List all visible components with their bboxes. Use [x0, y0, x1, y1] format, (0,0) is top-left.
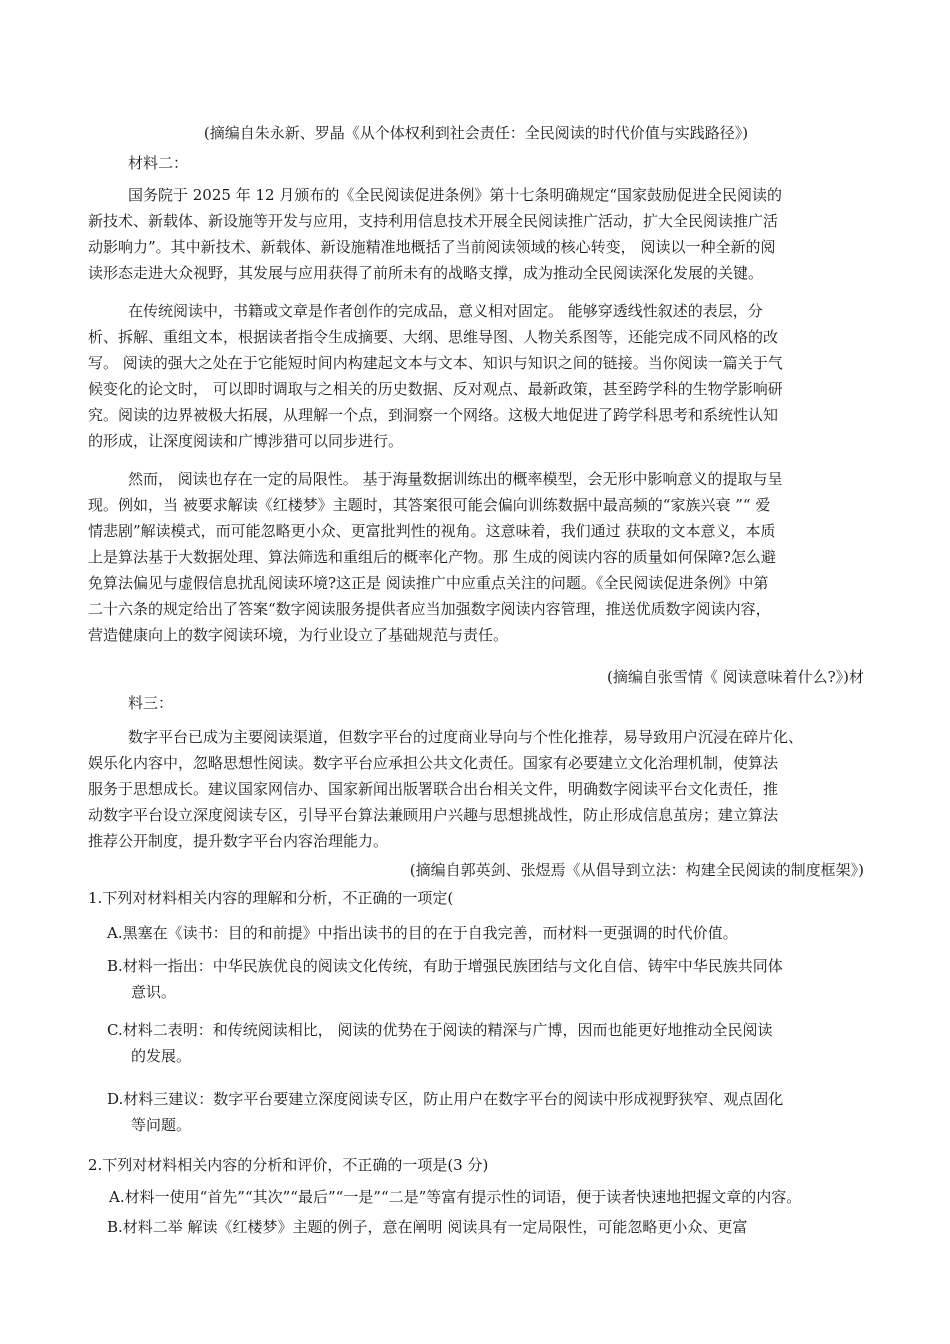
text-line: 写。 阅读的强大之处在于它能短时间内构建起文本与文本、知识与知识之间的链接。当你阅读一篇关于气 — [88, 354, 783, 372]
source-citation-2: (摘编自张雪情《 阅读意味着什么?》)材 — [606, 668, 864, 686]
text-line: 究。阅读的边界被极大拓展，从理解一个点，到洞察一个网络。这极大地促进了跨学科思考和系统性认知 — [88, 406, 779, 424]
source-citation-1: (摘编自朱永新、罗晶《从个体权利到社会责任：全民阅读的时代价值与实践路径》) — [203, 124, 749, 142]
material-3-label: 料三： — [128, 694, 174, 712]
q1-option-b — [107, 953, 783, 1005]
option-line: B.材料一指出：中华民族优良的阅读文化传统，有助于增强民族团结与文化自信、铸牢中华民族共同体 — [107, 957, 783, 975]
text-line: 候变化的论文时， 可以即时调取与之相关的历史数据、反对观点、最新政策，甚至跨学科的生物学影响研 — [88, 380, 783, 398]
option-line: 等问题。 — [131, 1116, 192, 1134]
text-line: 国务院于 2025 年 12 月颁布的《全民阅读促进条例》第十七条明确规定“国家鼓励促进全民阅读的 — [128, 186, 783, 204]
option-line: 意识。 — [131, 983, 177, 1001]
material-3-paragraph — [88, 724, 864, 854]
text-line: 上是算法基于大数据处理、算法筛选和重组后的概率化产物。那 生成的阅读内容的质量如何保障?怎么避 — [88, 548, 776, 566]
text-line: 二十六条的规定给出了答案“数字阅读服务提供者应当加强数字阅读内容管理，推送优质数字阅读内容， — [88, 600, 771, 618]
text-line: 在传统阅读中，书籍或文章是作者创作的完成品，意义相对固定。 能够穿透线性叙述的表层，分 — [128, 302, 763, 320]
material-2-label: 材料二： — [128, 154, 189, 172]
text-line: 免算法偏见与虚假信息扰乱阅读环境?这正是 阅读推广中应重点关注的问题。《全民阅读促进条例》中第 — [88, 574, 769, 592]
q2-option-a: A.材料一使用“首先”“其次”“最后”“一是”“二是”等富有提示性的词语，便于读者快速地把握文章的内容。 — [109, 1188, 802, 1206]
text-line: 营造健康向上的数字阅读环境，为行业设立了基础规范与责任。 — [88, 626, 509, 644]
text-line: 然而， 阅读也存在一定的局限性。 基于海量数据训练出的概率模型，会无形中影响意义的提取与呈 — [128, 470, 783, 488]
material-2-paragraph-2 — [88, 298, 864, 454]
text-line: 的形成，让深度阅读和广博涉猎可以同步进行。 — [88, 432, 404, 450]
text-line: 读形态走进大众视野，其发展与应用获得了前所未有的战略支撑，成为推动全民阅读深化发展的关键。 — [88, 264, 764, 282]
option-line: D.材料三建议：数字平台要建立深度阅读专区，防止用户在数字平台的阅读中形成视野狭窄、观点固化 — [107, 1090, 784, 1108]
option-line: C.材料二表明：和传统阅读相比， 阅读的优势在于阅读的精深与广博，因而也能更好地推动全民阅读 — [107, 1021, 773, 1039]
material-2-paragraph-3 — [88, 466, 864, 648]
material-2-paragraph-1 — [88, 182, 864, 286]
q1-option-a: A.黑塞在《读书：目的和前提》中指出读书的目的在于自我完善，而材料一更强调的时代价值。 — [107, 924, 738, 942]
q1-option-c — [107, 1017, 772, 1069]
q2-option-b: B.材料二举 解读《红楼梦》主题的例子，意在阐明 阅读具有一定局限性，可能忽略更小众、更富 — [107, 1218, 748, 1236]
text-line: 娱乐化内容中，忽略思想性阅读。数字平台应承担公共文化责任。国家有必要建立文化治理机制，使算法 — [88, 754, 779, 772]
text-line: 服务于思想成长。建议国家网信办、国家新闻出版署联合出台相关文件，明确数字阅读平台文化责任，推 — [88, 780, 779, 798]
text-line: 情悲剧”解读模式，而可能忽略更小众、更富批判性的视角。这意味着，我们通过 获取的文本意义，本质 — [88, 522, 776, 540]
text-line: 推荐公开制度，提升数字平台内容治理能力。 — [88, 832, 389, 850]
text-line: 析、拆解、重组文本，根据读者指令生成摘要、大纲、思维导图、人物关系图等，还能完成不同风格的改 — [88, 328, 779, 346]
source-citation-3: (摘编自郭英剑、张煜焉《从倡导到立法：构建全民阅读的制度框架》) — [409, 861, 864, 879]
question-2-stem: 2.下列对材料相关内容的分析和评价，不正确的一项是(3 分) — [88, 1156, 489, 1174]
text-line: 现。例如，当 被要求解读《红楼梦》主题时，其答案很可能会偏向训练数据中最高频的“家族兴衰 ”“ 爱 — [88, 496, 771, 514]
text-line: 数字平台已成为主要阅读渠道，但数字平台的过度商业导向与个性化推荐，易导致用户沉浸在碎片化、 — [128, 728, 804, 746]
option-line: 的发展。 — [131, 1047, 192, 1065]
q1-option-d — [107, 1086, 783, 1138]
question-1-stem: 1.下列对材料相关内容的理解和分析，不正确的一项定( — [88, 889, 454, 907]
text-line: 动数字平台设立深度阅读专区，引导平台算法兼顾用户兴趣与思想挑战性，防止形成信息茧房；建立算法 — [88, 806, 779, 824]
text-line: 动影响力”。其中新技术、新载体、新设施精准地概括了当前阅读领域的核心转变， 阅读以一种全新的阅 — [88, 238, 776, 256]
text-line: 新技术、新载体、新设施等开发与应用，支持利用信息技术开展全民阅读推广活动，扩大全民阅读推广活 — [88, 212, 779, 230]
